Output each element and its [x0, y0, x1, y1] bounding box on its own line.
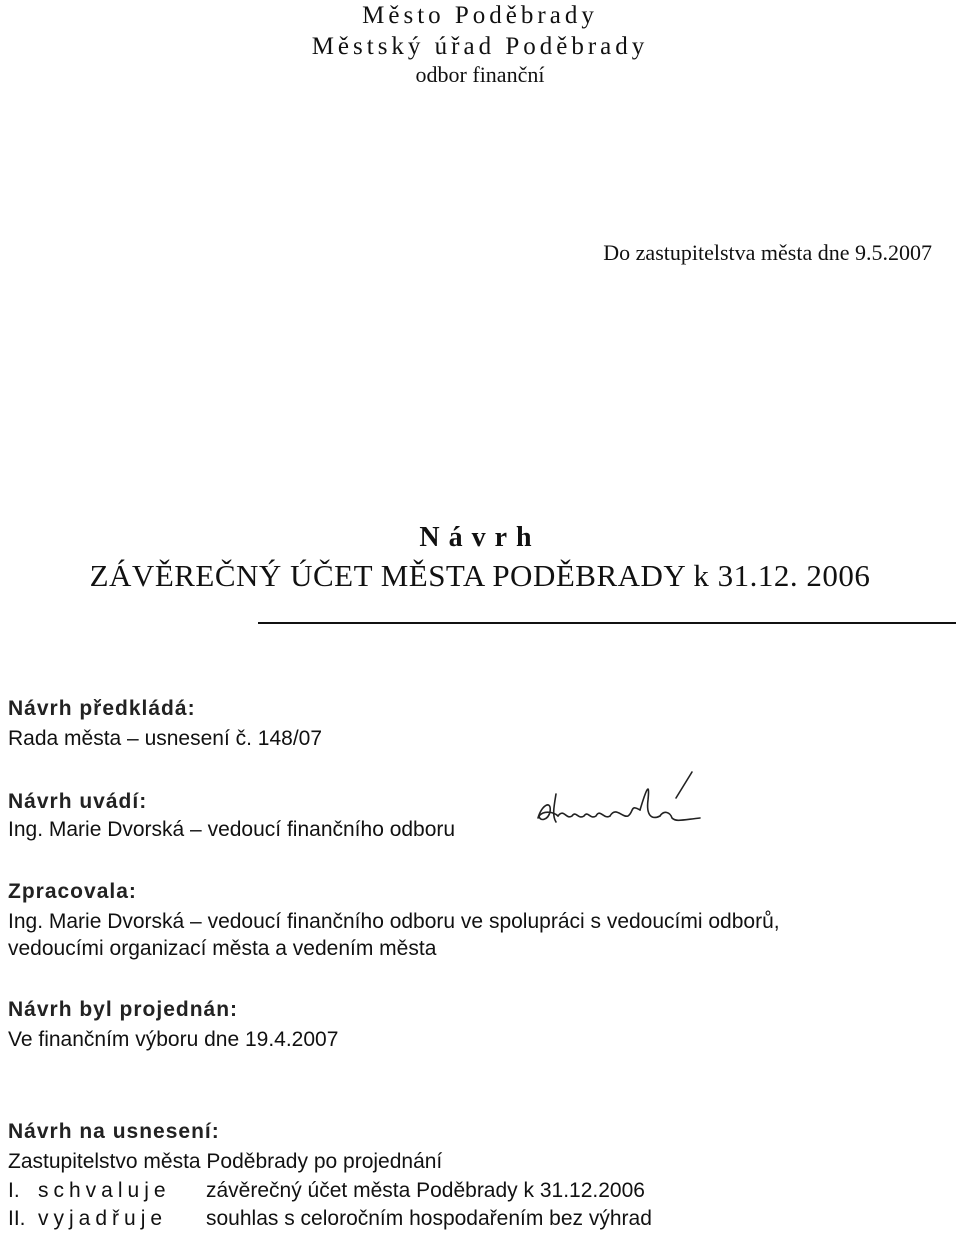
handwritten-signature [530, 760, 710, 840]
document-title: ZÁVĚREČNÝ ÚČET MĚSTA PODĚBRADY k 31.12. 2006 [89, 558, 871, 593]
office-name: Městský úřad Poděbrady [311, 33, 649, 60]
resolution-item-2-text: souhlas s celoročním hospodařením bez výhrad [206, 1207, 652, 1230]
city-name: Město Poděbrady [362, 2, 598, 29]
submitted-by-label: Návrh předkládá: [8, 697, 196, 720]
title-divider [258, 622, 956, 624]
presented-by-label: Návrh uvádí: [8, 790, 148, 813]
department-name: odbor finanční [415, 62, 545, 87]
document-kind: Návrh [419, 522, 541, 553]
resolution-item-1-verb: schvaluje [38, 1179, 171, 1202]
resolution-intro: Zastupitelstvo města Poděbrady po projednání [8, 1150, 443, 1173]
resolution-item-1-text: závěrečný účet města Poděbrady k 31.12.2006 [206, 1179, 645, 1202]
discussed-value: Ve finančním výboru dne 19.4.2007 [8, 1028, 339, 1051]
submitted-by-value: Rada města – usnesení č. 148/07 [8, 727, 323, 750]
discussed-label: Návrh byl projednán: [8, 998, 239, 1021]
prepared-by-label: Zpracovala: [8, 880, 137, 903]
resolution-item-2-number: II. [8, 1207, 26, 1230]
prepared-by-line-1: Ing. Marie Dvorská – vedoucí finančního odboru ve spolupráci s vedoucími odborů, [8, 910, 780, 933]
presented-by-value: Ing. Marie Dvorská – vedoucí finančního odboru [8, 818, 456, 841]
resolution-item-1-number: I. [8, 1179, 20, 1202]
resolution-label: Návrh na usnesení: [8, 1120, 220, 1143]
prepared-by-line-2: vedoucími organizací města a vedením města [8, 937, 437, 960]
submission-date: Do zastupitelstva města dne 9.5.2007 [603, 240, 932, 265]
resolution-item-2-verb: vyjadřuje [38, 1207, 168, 1230]
